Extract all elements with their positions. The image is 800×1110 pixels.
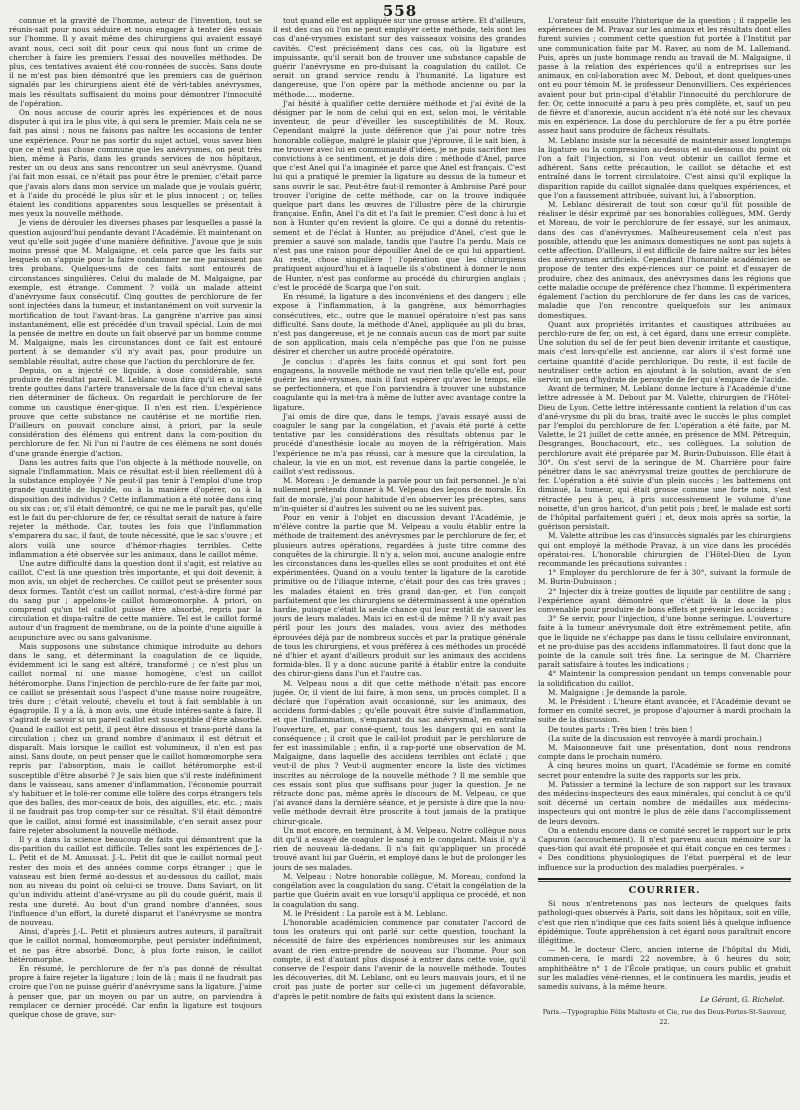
signature: Le Gérant, G. Richelot. (700, 995, 785, 1005)
paragraph: J'ai omis de dire que, dans le temps, j'avais essayé aussi de coaguler le sang par la congélation, et j'avais été porté à cette tentative par les considérations des résultats obtenus par le procédé d'anesthésie locale au moyen de la réfrigération. Mais l'expérience ne m'a pas réussi, car à mesure que la circulation, la chaleur, la vie en un mot, est revenue dans la partie congelée, le caillot s'est redissous. (273, 411, 526, 476)
section-title: COURRIER. (628, 884, 701, 896)
paragraph: Depuis, on a injecté ce liquide, à dose considérable, sans produire de résultat pareil. M. Leblanc vous dira qu'il en a injecté trente gouttes dans l'artère transversale de la face d'un cheval sans rien déterminer de fâcheux. On regardait le perchlorure de fer comme un caustique éner-gique. Il n'en est rien. L'expérience prouve que cette substance ne cautérise et ne mortifie rien. D'ailleurs on pouvait conclure ainsi, à priori, par la seule considération des élémens qui entrent dans la com-position du perchlorure de fer. Ni l'un ni l'autre de ces élémens ne sont doués d'une grande énergie d'action. (9, 365, 262, 458)
paragraph: M. Malgaigne : Je demande la parole. (548, 687, 688, 697)
paragraph: Un mot encore, en terminant, à M. Velpeau. Notre collègue nous dit qu'il a essayé de coaguler le sang en le congelant. Mais il n'y a rien de nouveau là-dedans. Il n'a fait qu'appliquer un procédé trouvé avant lui par Guérin, et employé dans le but de prolonger les jours de ses malades. (273, 825, 526, 872)
paragraph: M. Maisonneuve fait une présentation, dont nous rendrons compte dans le prochain numéro. (538, 743, 791, 762)
paragraph: M. Moreau : Je demande la parole pour un fait personnel. Je n'ai nullement prétendu donner à M. Velpeau des leçons de morale. En fait de morale, j'ai pour habitude d'en observer les préceptes, sans m'in-quiéter si d'autres les suivent ou ne les suivent pas. (273, 476, 526, 513)
paragraph: M. le Président : L'heure étant avancée, et l'Académie devant se former en comité secret, je propose d'ajourner à mardi prochain la suite de la discussion. (538, 697, 791, 725)
paragraph: Ainsi, d'après J.-L. Petit et plusieurs autres auteurs, il paraîtrait que le caillot normal, homœomorphe, peut persister indéfiniment, et ne pas être absorbé. Donc, à plus forte raison, le caillot hétéromorphe. (9, 927, 262, 964)
paragraph: 1° Employer du perchlorure de fer à 30°, suivant la formule de M. Burin-Dubuisson ; (538, 568, 791, 587)
paragraph: L'orateur fait ensuite l'historique de la question ; il rappelle les expériences de M. Pravaz sur les animaux et les résultats dont elles furent suivies ; comment cette question fut portée à l'Institut par une communication faite par M. Raver, au nom de M. Lallemand. Puis, après un juste hommage rendu au travail de M. Malgaigne, il passe à la relation des expériences qu'il a entreprises sur les animaux, en col-laboration avec M. Debout, et dont quelques-unes ont eu pour témoin M. le professeur Denonvilliers. Ces expériences avaient pour but prin-cipal d'établir l'innocuité du perchlorure de fer. Or, cette innocuité a paru à peu près complète, et, sauf un peu de fièvre et d'anorexie, aucun accident n'a été noté sur les chevaux mis en expérience. La dose du perchlorure de fer a pu être portée assez haut sans produire de fâcheux résultats. (538, 16, 791, 136)
paragraph: De toutes parts : Très bien ! très bien ! (548, 724, 693, 734)
column-middle (273, 16, 526, 1102)
paragraph: Mais supposons une substance chimique introduite au dehors dans le sang, et déterminant la coagulation de ce liquide, évidemment ici le sang est altéré, transformé ; ce n'est plus un caillot normal ni une masse homogène, c'est un caillot hétéromorphe. Dans l'injection de perchlo-rure de fer faite par moi, ce caillot se présentait sous l'aspect d'une masse noire rougeâtre, très dure ; c'était velouté, chevelu et tout à fait semblable à un égagropile. Il y a là, à mon avis, une étude intéres-sante à faire. Il s'agirait de savoir si un pareil caillot est susceptible d'être absorbé. Quand le caillot est petit, il peut être dissous et trans-porté dans la circulation ; chez un grand nombre d'animaux il est détruit et disparaît. Mais lorsque le caillot est volumineux, il n'en est pas ainsi. Sans doute, on peut penser que le caillot homœomorphe sera repris par l'absorption, mais le caillot hétéromorphe est-il susceptible d'être absorbé ? Je sais bien que s'il reste indéfiniment dans le vaisseau, sans amener d'inflammation, l'économie pourrait s'y habituer et le tolé-rer comme elle tolère des corps étrangers tels que des balles, des mor-ceaux de bois, des aiguilles, etc. etc. ; mais il ne faudrait pas trop comp-ter sur ce résultat. S'il était démontré que le caillot, ainsi formé est inassimilable, c'en serait assez pour faire rejeter absolument la nouvelle méthode. (9, 641, 262, 835)
column-right (538, 16, 791, 1102)
section-rule-bottom (538, 881, 791, 882)
paragraph: connue et la gravité de l'homme, auteur de l'invention, tout se réunis-sait pour nous séduire et nous engager à tenter dès essais sur l'homme. Il y avait même des chirurgiens qui avaient essayé avant nous, ceci soit dit pour ceux qui nous font un crime de chercher à faire les premiers l'essai des nouvelles méthodes. De plus, ces tentatives avaient été cou-ronnées de succès. Sans doute il ne m'est pas bien démontré que les premiers cas de guérison signalés par les chirurgiens aient été de véri-tables anévrysmes, mais les résultats suffisaient du moins pour démontrer l'innocuité de l'opération. (9, 16, 262, 108)
paragraph: M. Leblanc insiste sur la nécessité de maintenir assez longtemps la ligature ou la compression au-dessus et au-dessous du point où l'on a fait l'injection, si l'on veut obtenir un caillot ferme et adhérent. Sans cette précaution, le caillot se détache et est entraîné dans le torrent circulatoire. C'est ainsi qu'il explique la disparition rapide du caillot signalée dans quelques expériences, et que l'on a faussement attribuée, suivant lui, à l'absorption. (538, 135, 791, 200)
paragraph: En résumé, la ligature a des inconvéniens et des dangers ; elle expose à l'inflammation, à la gangrène, aux hémorrhagies consécutives, etc., outre que le manuel opératoire n'est pas sans difficulté. Sans doute, la méthode d'Anel, appliquée au pli du bras, n'est pas dangereuse, et je ne connais aucun cas de mort par suite de son application, mais cela n'empêche pas que l'on ne puisse désirer et chercher un autre procédé opératoire. (273, 292, 526, 357)
paragraph: J'ai hésité à qualifier cette dernière méthode et j'ai évité de la désigner par le nom de celui qui en est, selon moi, le véritable inventeur, de peur d'éveiller les susceptibilités de M. Roux. Cependant malgré la juste déférence que j'ai pour notre très honorable collègue, malgré le plaisir que j'éprouve, il le sait bien, à me trouver avec lui en communauté d'idées, je ne puis sacrifier mes convictions à ce sentiment, et je dois dire : méthode d'Anel, parce que c'est Anel qui l'a imaginée et parce que Anel est français. C'est lui qui a pratiqué le premier la ligature au dessus de la tumeur et sans ouvrir le sac. Peut-être faut-il remonter à Ambroise Paré pour trouver l'origine de cette méthode, car on la trouve indiquée quelque part dans les œuvres de l'illustre père de la chirurgie française. Enfin, Anel l'a dit et l'a fait le premier. C'est donc à lui et non à Hunter qu'en revient la gloire. Ce qui a donné du retentis-sement et de l'éclat à Hunter, au préjudice d'Anel, c'est que le premier a sauvé son malade, tandis que l'autre l'a perdu. Mais ce n'est pas une raison pour dépouiller Anel de ce qui lui appartient. Au reste, chose singulière ! l'opération que les chirurgiens pratiquent aujourd'hui et à laquelle ils s'obstinent à donner le nom de Hunter, n'est pas conforme au procédé du chirurgien anglais ; c'est le procédé de Scarpa que l'on suit. (273, 98, 526, 292)
paragraph: M. Leblanc désirerait de tout son cœur qu'il fût possible de réaliser le désir exprimé par ses honorables collègues, MM. Gerdy et Moreau, de voir le perchlorure de fer essayé, sur les animaux, dans des cas d'anévrysmes. Malheureusement cela n'est pas possible, attendu que les animaux domestiques ne sont pas sujets à cette affection. D'ailleurs, il est difficile de faire naître sur les bêtes des anévrysmes artificiels. Cependant l'honorable académicien se propose de tenter des expé-riences sur ce point et d'essayer de produire, chez des animaux, des anévrysmes dans les régions que cette maladie occupe de préférence chez l'homme. Il expérimentera également l'action du perchlorure de fer dans les cas de varices, maladie que l'on rencontre quelquefois sur les animaux domestiques. (538, 200, 791, 320)
paragraph: M. Valette attribue les cas d'insuccès signalés par les chirurgiens qui ont employé la méthode Pravaz, à un vice dans les procédés opératoi-res. L'honorable chirurgien de l'Hôtel-Dieu de Lyon recommande les précautions suivantes : (538, 531, 791, 568)
paragraph: M. le Président : La parole est à M. Leblanc. (283, 908, 448, 918)
paragraph: Quant aux propriétés irritantes et caustiques attribuées au perchlo-rure de fer, on est, à cet égard, dans une erreur complète. Une solution du sel de fer peut bien devenir irritante et caustique, mais c'est lors-qu'elle est ancienne, car alors il s'est formé une certaine quantité d'acide perchlorique. Du reste, il est facile de neutraliser cette action en ajoutant à la solution, avant de s'en servir, un peu d'hydrate de peroxyde de fer qui s'empare de l'acide. (538, 319, 791, 384)
paragraph: tout quand elle est appliquée sur une grosse artère. Et d'ailleurs, il est des cas où l'on ne peut employer cette méthode, tels sont les cas d'ané-vrysmes existant sur des vaisseaux voisins des grandes cavités. C'est précisément dans ces cas, où la ligature est impuissante, qu'il serait bon de trouver une substance capable de guérir l'anévrysme en pro-duisant la coagulation du caillot. Ce serait un grand service rendu à l'humanité. La ligature est dangereuse, que l'on opère par la méthode ancienne ou par la méthode..... moderne. (273, 16, 526, 99)
paragraph: Il y a dans la science beaucoup de faits qui démontrent que la dis-parition du caillot est difficile. Telles sont les expériences de J.-L. Petit et de M. Amussat. J.-L. Petit dit que le caillot normal peut rester des mois et des années comme corps étranger ; que le vaisseau est bien fermé au-dessus et au-dessous du caillot, mais non au niveau du point où celui-ci se trouve. Dans Saviart, on lit qu'un individu atteint d'ané-vrysme au pli du coude guérit, mais il resta une dureté. Au bout d'un grand nombre d'années, sous l'influence d'un effort, la dureté disparut et l'anévrysme se montra de nouveau. (9, 835, 262, 927)
paragraph: — M. le docteur Clerc, ancien interne de l'hôpital du Midi, commen-cera, le mardi 22 novembre, à 6 heures du soir, amphithéâtre n° 1 de l'École pratique, un cours public et gratuit sur les maladies véné-riennes, et le continuera les mardis, jeudis et samedis suivans, à la même heure. (538, 945, 791, 991)
paragraph: M. Velpeau nous a dit que cette méthode n'était pas encore jugée. Or, il vient de lui faire, à mon sens, un procès complet. Il a déclaré que l'opération avait occasionné, sur les animaux, des accidens formi-dables ; qu'elle pouvait être suivie d'inflammation, et que l'inflammation, s'emparant du sac anévrysmal, en entraîne l'ouverture, et, par consé-quent, tous les dangers qui en sont la conséquence ; il croit que le cail-lot produit par le perchlorure de fer est inassimilable ; enfin, il a rap-porté une observation de M. Malgaigne, dans laquelle des accidens terribles ont éclaté ; que veut-il de plus ? Veut-il augmenter encore la liste des victimes inscrites au nécrologe de la nouvelle méthode ? Il me semble que ces essais sont plus que suffisans pour juger la question. Je ne rétracte donc pas, même après le discours de M. Velpeau, ce que j'ai avancé dans la dernière séance, et je persiste à dire que la nou-velle méthode devrait être proscrite à tout jamais de la pratique chirur-gicale. (273, 678, 526, 826)
paragraph: Une autre difficulté dans la question dont il s'agit, est relative au caillot. C'est là une question très importante, et qui doit devenir, à mon avis, un objet de recherches. Ce caillot peut se présenter sous deux formes. Tantôt c'est un caillot normal, c'est-à-dire formé par du sang pur ; appelons-le caillot homœomorphe. À priori, on comprend qu'un tel caillot puisse être absorbé, repris par la circulation et dispa-raître de cette manière. Tel est le caillot formé autour d'un fragment de membrane, ou de la pointe d'une aiguille à acupuncture avec ou sans galvanisme. (9, 558, 262, 642)
column-left (9, 16, 262, 1102)
paragraph: 4° Maintenir la compression pendant un temps convenable pour la solidification du caillot. (538, 669, 791, 688)
paragraph: On nous accuse de courir après les expériences et de nous disputer à qui ira le plus vite, à qui sera le premier. Mais cela ne se fait pas ainsi : nous ne faisons pas naître les occasions de tenter une expérience. Pour ne pas sortir du sujet actuel, vous savez bien que ce n'est pas chose commune que les anévrysmes, on peut très bien, même à Paris, dans les grands services de nos hôpitaux, rester un ou deux ans sans rencontrer un seul anévrysme. Quand j'ai fait mon essai, ce n'était pas pour être le premier, c'était parce que j'avais alors dans mon service un malade que je voulais guérir, et à l'aide du procédé le plus sûr et le plus innocent ; or, telles étaient les conditions apparentes sous lesquelles se présentait à mes yeux la nouvelle méthode. (9, 108, 262, 219)
page-number: 558 (382, 2, 418, 20)
column-right-body (538, 16, 791, 872)
paragraph: M. Patissier a terminé la lecture de son rapport sur les travaux des médecins-inspecteurs des eaux minérales, qui conclut à ce qu'il soit décerné un certain nombre de médailles aux médecins-inspecteurs qui ont montré le plus de zèle dans l'accomplissement de leurs devoirs. (538, 779, 791, 826)
paragraph: Si nous n'entretenons pas nos lecteurs de quelques faits pathologi-ques observés à Paris, soit dans les hôpitaux, soit en ville, c'est que rien n'indique que ces faits soient liés à quelque influence épidémique. Toute appréhension à cet égard nous paraîtrait encore illégitime. (538, 899, 791, 945)
paragraph: Avant de terminer, M. Leblanc donne lecture à l'Académie d'une lettre adressée à M. Debout par M. Valette, chirurgien de l'Hôtel-Dieu de Lyon. Cette lettre intéressante contient la relation d'un cas d'ané-vrysme du pli du bras, traité avec le succès le plus complet par l'emploi du perchlorure de fer. L'opération a été faite, par M. Valette, le 21 juillet de cette année, en présence de MM. Pétrequin, Desgranges, Bouchacourt, etc., ses collègues. La solution de perchlorure avait été préparée par M. Burin-Dubuisson. Elle était à 30°. On s'est servi de la seringue de M. Charrière pour faire pénétrer dans le sac anévrysmal treize gouttes de perchlorure de fer. L'opération a été suivie d'un plein succès ; les battemens ont diminué, la tumeur, qui était grosse comme une forte noix, s'est rétractée peu à peu, à pris successivement le volume d'une noisette, d'un gros haricot, d'un petit pois ; bref, le malade est sorti de l'hôpital parfaitement guéri ; et, deux mois après sa sortie, la guérison persistait. (538, 384, 791, 532)
paragraph: L'honorable académicien commence par constater l'accord de tous les orateurs qui ont parlé sur cette question, touchant la nécessité de faire des expériences nombreuses sur les animaux avant de rien entre-prendre de nouveau sur l'homme. Pour son compte, il est d'autant plus disposé à entrer dans cette voie, qu'il conserve de l'espoir dans l'avenir de la nouvelle méthode. Toutes les découvertes, dit M. Leblanc, ont eu leurs mauvais jours, et il ne croit pas juste de porter sur celle-ci un jugement défavorable, d'après le petit nombre de faits qui existent dans la science. (273, 917, 526, 1001)
paragraph: 3° Se servir, pour l'injection, d'une bonne seringue. L'ouverture faite à la tumeur anévrysmale doit être extrêmement petite, afin que le liquide ne s'échappe pas dans le tissu cellulaire environnant, et ne pro-duise pas des accidens inflammatoires. Il faut donc que la pointe de la canule soit très fine. La seringue de M. Charrière paraît satisfaire à toutes les indications ; (538, 614, 791, 670)
courrier-section (538, 899, 791, 991)
paragraph: En résumé, le perchlorure de fer n'a pas donné de résultat propre à faire rejeter la ligature ; loin de là ; mais il ne faudrait pas croire que l'on ne puisse guérir d'anévrysme sans la ligature. J'aime à penser que, par un moyen ou par un autre, on parviendra à remplacer ce dernier procédé. Car enfin la ligature est toujours quelque chose de grave, sur- (9, 963, 262, 1019)
paragraph: Dans les autres faits que l'on objecte à la méthode nouvelle, on signale l'inflammation. Mais ce résultat est-il bien réellement dû à la substance employée ? Ne peut-il pas tenir à l'emploi d'une trop grande quantité de liquide, ou à la manière d'opérer, ou à la disposition des individus ? Cette inflammation a été notée dans cinq ou six cas ; or, s'il était démontré, ce qui ne me le paraît pas, qu'elle est le fait du per-chlorure de fer, ce résultat serait de nature à faire rejeter la méthode. Car, toutes les fois que l'inflammation s'emparera du sac, il faut, de toute nécessité, que le sac s'ouvre ; et alors voilà une source d'hémor-rhagies terribles. Cette inflammation a été observée sur les animaux, dans le caillot même. (9, 457, 262, 559)
paragraph: On a entendu encore dans ce comité secret le rapport sur le prix Capuron (accouchement). Il n'est parvenu aucun mémoire sur la ques-tion qui avait été proposée et qui était conçue en ces termes : « Des conditions physiologiques de l'état puerpéral et de leur influence sur la production des maladies puerpérales. » (538, 825, 791, 872)
imprint: Paris.—Typographie Félix Malteste et Cie, rue des Deux-Portes-St-Sauveur, 22. (542, 1008, 787, 1026)
paragraph: Pour en venir à l'objet en discussion devant l'Académie, je m'élève contre la partie que M. Velpeau a voulu établir entre la méthode de traitement des anévrysmes par le perchlorure de fer, et plusieurs autres opérations, regardées à juste titre comme des conquêtes de la chirurgie. Il n'y a, selon moi, aucune analogie entre les circonstances dans les-quelles elles se sont produites et ont été expérimentées. Quand on a voulu tenter la ligature de la carotide primitive ou de l'iliaque interne, c'était pour des cas très graves ; les malades étaient en très grand dan-ger, et l'on conçoit parfaitement que les chirurgiens se déterminassent à une opération hardie, puisque c'était la seule chance qui leur restât de sauver les jours de leurs malades. Mais ici en est-il de même ? Il n'y avait pas péril pour les jours des malades, vous aviez des méthodes éprouvées déjà par de nombreux succès et par la pratique générale de tous les chirurgiens, et vous préférez à ces méthodes un procédé né d'hier et ayant d'ailleurs produit sur les animaux des accidens formida-bles. Il y a donc aucune parité à établir entre la conduite des chirur-giens dans l'un et l'autre cas. (273, 512, 526, 679)
paragraph: M. Velpeau : Notre honorable collègue, M. Moreau, confond la congélation avec la coagulation du sang. C'était la congélation de la partie que Guérin avait en vue lorsqu'il appliqua ce procédé, et non la coagulation du sang. (273, 871, 526, 909)
paragraph: 2° Injecter dix à treize gouttes de liquide par centilitre de sang ; l'expérience ayant démontré que c'était là la dose la plus convenable pour produire de bons effets et prévenir les accidens ; (538, 586, 791, 614)
paragraph: (La suite de la discussion est renvoyée à mardi prochain.) (548, 733, 762, 743)
paragraph: À cinq heures moins un quart, l'Académie se forme en comité secret pour entendre la suite des rapports sur les prix. (538, 761, 791, 780)
paragraph: Je viens de dérouler les diverses phases par lesquelles a passé la question aujourd'hui pendante devant l'Académie. Et maintenant on veut qu'elle soit jugée d'une manière définitive. J'avoue que je suis moins pressé que M. Malgaigne, et cela parce que les faits sur lesquels on s'appuie pour la faire condamner ne me paraissent pas très probans. Quelques-uns de ces faits sont entourés de circonstances singulières. Celui du malade de M. Malgaigne, par exemple, est étrange. Comment ? voilà un malade atteint d'anévrysme faux consécutif. Cinq gouttes de perchlorure de fer sont injectées dans la tumeur, et instantanément on voit survenir la mortification de tout l'avant-bras. La gangrène n'arrive pas ainsi instantanément, elle est précédée d'un travail spécial. Loin de moi la pensée de mettre en doute un fait observé par un homme comme M. Malgaigne, mais les circonstances dont ce fait est entouré portent à se demander s'il n'y avait pas, pour produire un semblable résultat, autre chose que l'action du perchlorure de fer. (9, 218, 262, 366)
paragraph: Je conclus : d'après les faits connus et qui sont fort peu engageans, la nouvelle méthode ne vaut rien telle qu'elle est, pour guérir les ané-vrysmes, mais il faut espérer qu'avec le temps, elle se perfectionnera, et que l'on parviendra à trouver une substance coagulante qui la met-tra à même de lutter avec avantage contre la ligature. (273, 356, 526, 412)
section-rule-top (538, 878, 791, 880)
